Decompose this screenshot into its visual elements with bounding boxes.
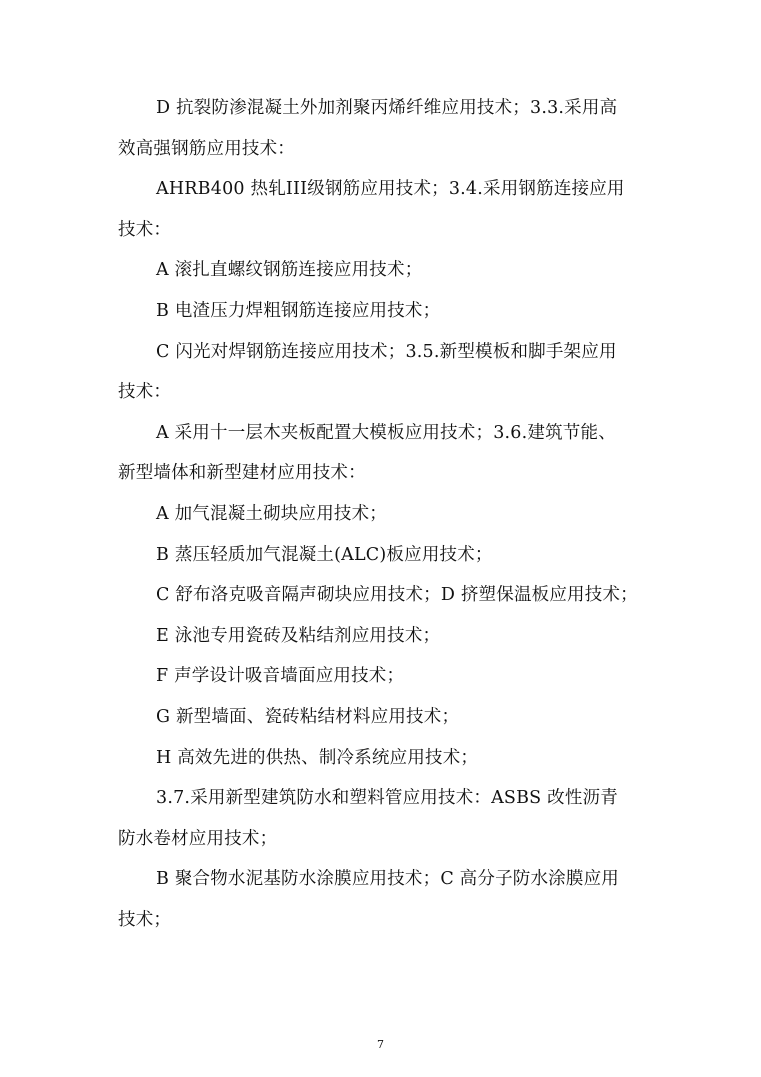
paragraph-line: A 采用十一层木夹板配置大模板应用技术；3.6.建筑节能、 bbox=[156, 422, 616, 443]
paragraph-line: 技术； bbox=[118, 909, 172, 930]
paragraph-line: 3.7.采用新型建筑防水和塑料管应用技术：ASBS 改性沥青 bbox=[156, 788, 618, 809]
paragraph-line: 新型墙体和新型建材应用技术： bbox=[118, 463, 366, 484]
document-body bbox=[118, 94, 648, 946]
paragraph-line: 技术： bbox=[118, 382, 172, 403]
paragraph-line: 防水卷材应用技术； bbox=[118, 828, 278, 849]
paragraph-line: 效高强钢筋应用技术： bbox=[118, 138, 295, 159]
paragraph-line: D 抗裂防渗混凝土外加剂聚丙烯纤维应用技术；3.3.采用高 bbox=[156, 98, 618, 118]
paragraph-line: B 电渣压力焊粗钢筋连接应用技术； bbox=[156, 300, 441, 321]
paragraph-line: 技术： bbox=[118, 219, 172, 240]
paragraph-line: H 高效先进的供热、制冷系统应用技术； bbox=[156, 747, 479, 768]
paragraph-line: AHRB400 热轧III级钢筋应用技术；3.4.采用钢筋连接应用 bbox=[156, 179, 625, 200]
paragraph-line: C 闪光对焊钢筋连接应用技术；3.5.新型模板和脚手架应用 bbox=[156, 341, 617, 362]
paragraph-line: A 加气混凝土砌块应用技术； bbox=[156, 503, 387, 524]
paragraph-line: E 泳池专用瓷砖及粘结剂应用技术； bbox=[156, 625, 441, 646]
paragraph-line: A 滚扎直螺纹钢筋连接应用技术； bbox=[156, 260, 423, 281]
paragraph-line: B 蒸压轻质加气混凝土(ALC)板应用技术； bbox=[156, 544, 493, 565]
paragraph-line: C 舒布洛克吸音隔声砌块应用技术；D 挤塑保温板应用技术； bbox=[156, 585, 638, 606]
page-number: 7 bbox=[377, 1038, 384, 1051]
paragraph-line: B 聚合物水泥基防水涂膜应用技术；C 高分子防水涂膜应用 bbox=[156, 869, 619, 890]
paragraph-line: G 新型墙面、瓷砖粘结材料应用技术； bbox=[156, 706, 460, 727]
paragraph-line: F 声学设计吸音墙面应用技术； bbox=[156, 666, 405, 687]
